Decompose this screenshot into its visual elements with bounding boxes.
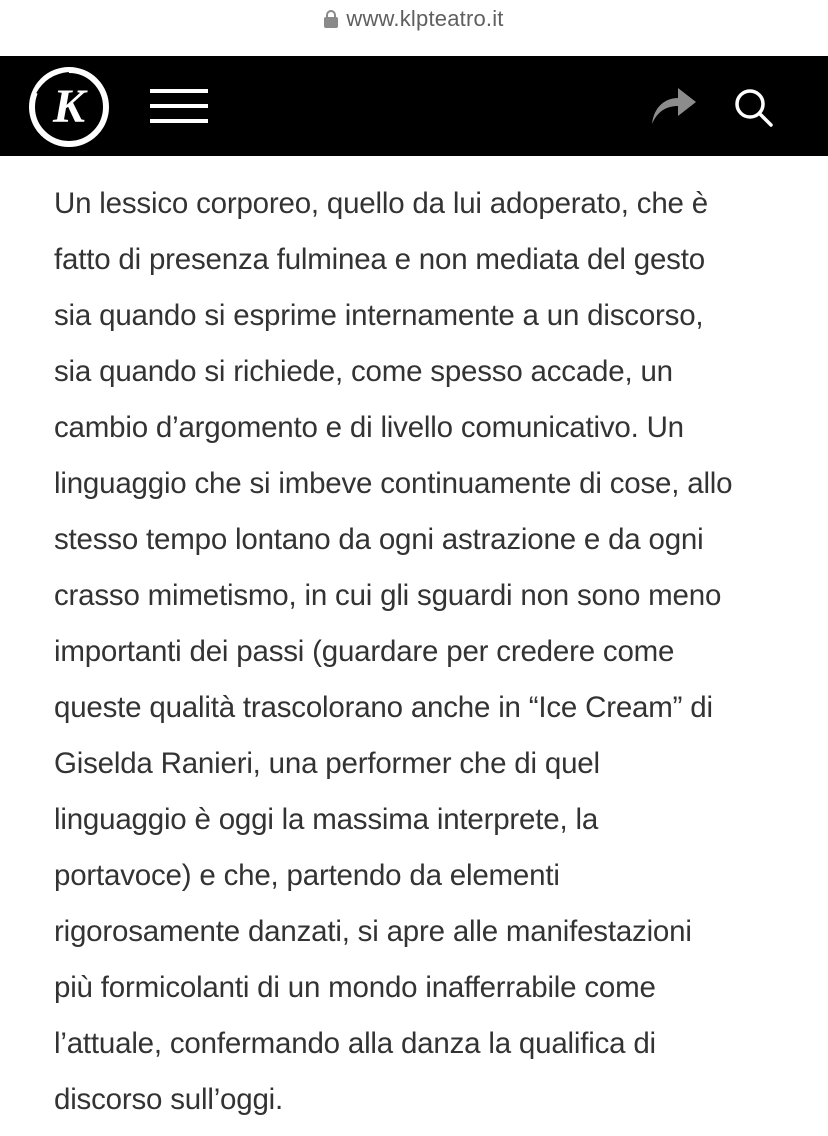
hamburger-menu-icon[interactable]	[150, 89, 208, 125]
share-arrow-icon	[648, 84, 698, 128]
lock-icon	[324, 10, 338, 28]
article-paragraph: Un lessico corporeo, quello da lui adoperato, che è fatto di presenza fulminea e non mediata del gesto sia quando si esprime internamente a un discorso, sia quando si richiede, come spesso accade, un cambio d’argomento e di livello comunicativo. Un linguaggio che si imbeve continuamente di cose, allo stesso tempo lontano da ogni astrazione e da ogni crasso mimetismo, in cui gli sguardi non sono meno importanti dei passi (guardare per credere come queste qualità trascolorano anche in “Ice Cream” di Giselda Ranieri, una performer che di quel linguaggio è oggi la massima interprete, la portavoce) e che, partendo da elementi rigorosamente danzati, si apre alle manifestazioni più formicolanti di un mondo inafferrabile come l’attuale, confermando alla danza la qualifica di discorso sull’oggi.	[54, 187, 733, 1116]
menu-line	[150, 119, 208, 123]
menu-line	[150, 104, 208, 108]
article-content	[0, 156, 828, 1128]
search-icon	[732, 86, 776, 130]
search-button[interactable]	[732, 86, 776, 130]
klp-logo-icon	[28, 66, 110, 148]
site-header	[0, 56, 828, 156]
url-text: www.klpteatro.it	[346, 6, 504, 31]
share-button[interactable]	[648, 84, 698, 128]
url-display[interactable]	[324, 6, 503, 32]
site-logo[interactable]	[28, 66, 110, 148]
menu-line	[150, 89, 208, 93]
logo-letter: K	[52, 80, 86, 133]
browser-address-bar[interactable]	[0, 0, 828, 56]
